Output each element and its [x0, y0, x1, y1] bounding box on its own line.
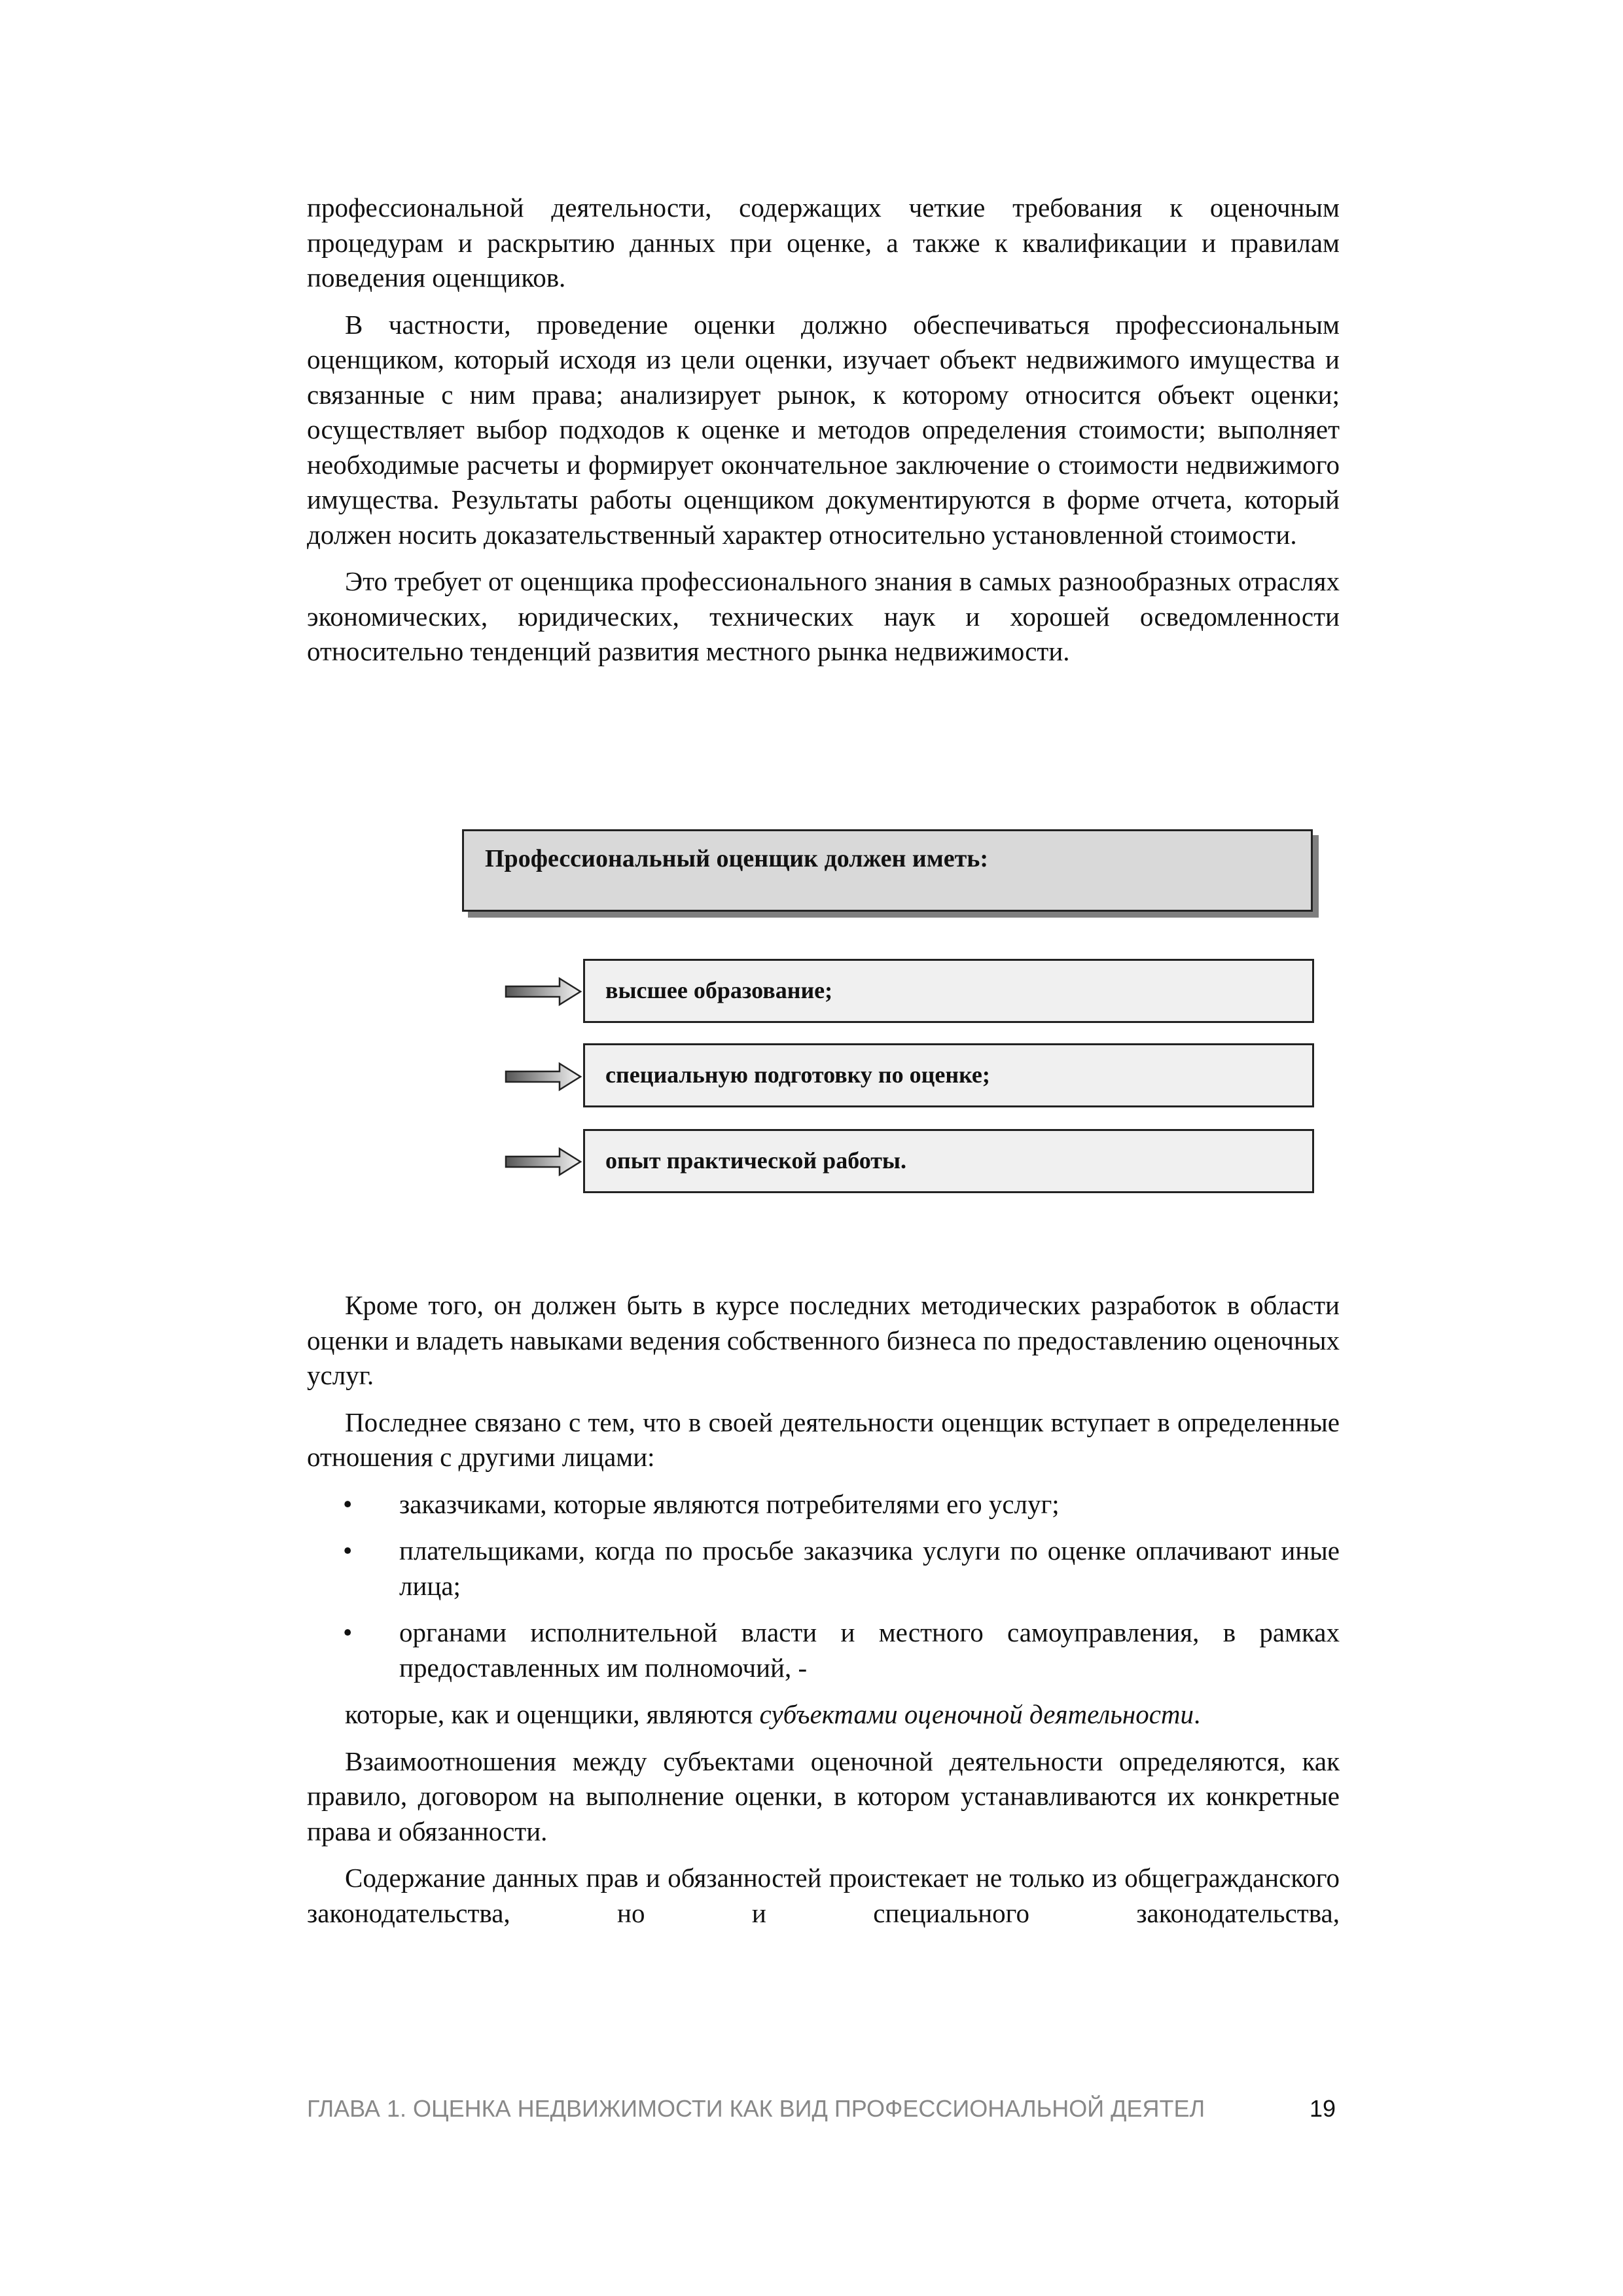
list-item: • органами исполнительной власти и местного самоуправления, в рамках предоставленных им полномочий, - [307, 1615, 1340, 1685]
paragraph-6-start: которые, как и оценщики, являются [345, 1699, 760, 1729]
paragraph-7: Взаимоотношения между субъектами оценочной деятельности определяются, как правило, договором на выполнение оценки, в котором устанавливаются их конкретные права и обязанности. [307, 1746, 1340, 1846]
paragraph-2: В частности, проведение оценки должно обеспечиваться профессиональным оценщиком, который исходя из цели оценки, изучает объект недвижимого имущества и связанные с ним права; анализирует рынок, к которому относится объект оценки; осуществляет выбор подходов к оценке и методов определения стоимости; выполняет необходимые расчеты и формирует окончательное заключение о стоимости недвижимого имущества. Результаты работы оценщиком документируются в форме отчета, который должен носить доказательственный характер относительно установленной стоимости. [307, 309, 1340, 550]
list-item: • заказчиками, которые являются потребителями его услуг; [307, 1487, 1340, 1522]
paragraph-8: Содержание данных прав и обязанностей проистекает не только из общегражданского законодательства, но и специального законодательства, [307, 1863, 1340, 1928]
paragraph-6 [307, 1697, 1340, 1732]
arrow-icon [505, 1062, 582, 1092]
list-item: • плательщиками, когда по просьбе заказчика услуги по оценке оплачивают иные лица; [307, 1534, 1340, 1604]
diagram-header: Профессиональный оценщик должен иметь: [462, 829, 1313, 912]
paragraph-5: Последнее связано с тем, что в своей деятельности оценщик вступает в определенные отношения с другими лицами: [307, 1407, 1340, 1472]
subjects-list [307, 1487, 1340, 1686]
paragraph-6-end: . [1194, 1699, 1201, 1729]
arrow-icon [505, 977, 582, 1007]
diagram-item-education: высшее образование; [583, 959, 1314, 1023]
arrow-icon [505, 1147, 582, 1177]
diagram-item-training: специальную подготовку по оценке; [583, 1043, 1314, 1107]
page-footer [307, 2095, 1340, 2128]
chapter-title: ГЛАВА 1. ОЦЕНКА НЕДВИЖИМОСТИ КАК ВИД ПРОФЕССИОНАЛЬНОЙ ДЕЯТЕЛ [307, 2095, 1205, 2122]
paragraph-1: профессиональной деятельности, содержащих четкие требования к оценочным процедурам и раскрытию данных при оценке, а также к квалификации и правилам поведения оценщиков. [307, 192, 1340, 293]
paragraph-3: Это требует от оценщика профессионального знания в самых разнообразных отраслях экономических, юридических, технических наук и хорошей осведомленности относительно тенденций развития местного рынка недвижимости. [307, 566, 1340, 666]
lower-text [307, 1288, 1340, 1931]
paragraph-4: Кроме того, он должен быть в курсе последних методических разработок в области оценки и владеть навыками ведения собственного бизнеса по предоставлению оценочных услуг. [307, 1290, 1340, 1390]
paragraph-6-italic: субъектами оценочной деятельности [759, 1699, 1194, 1729]
upper-text [307, 190, 1340, 670]
diagram-item-experience: опыт практической работы. [583, 1129, 1314, 1193]
page-number: 19 [1309, 2095, 1336, 2122]
